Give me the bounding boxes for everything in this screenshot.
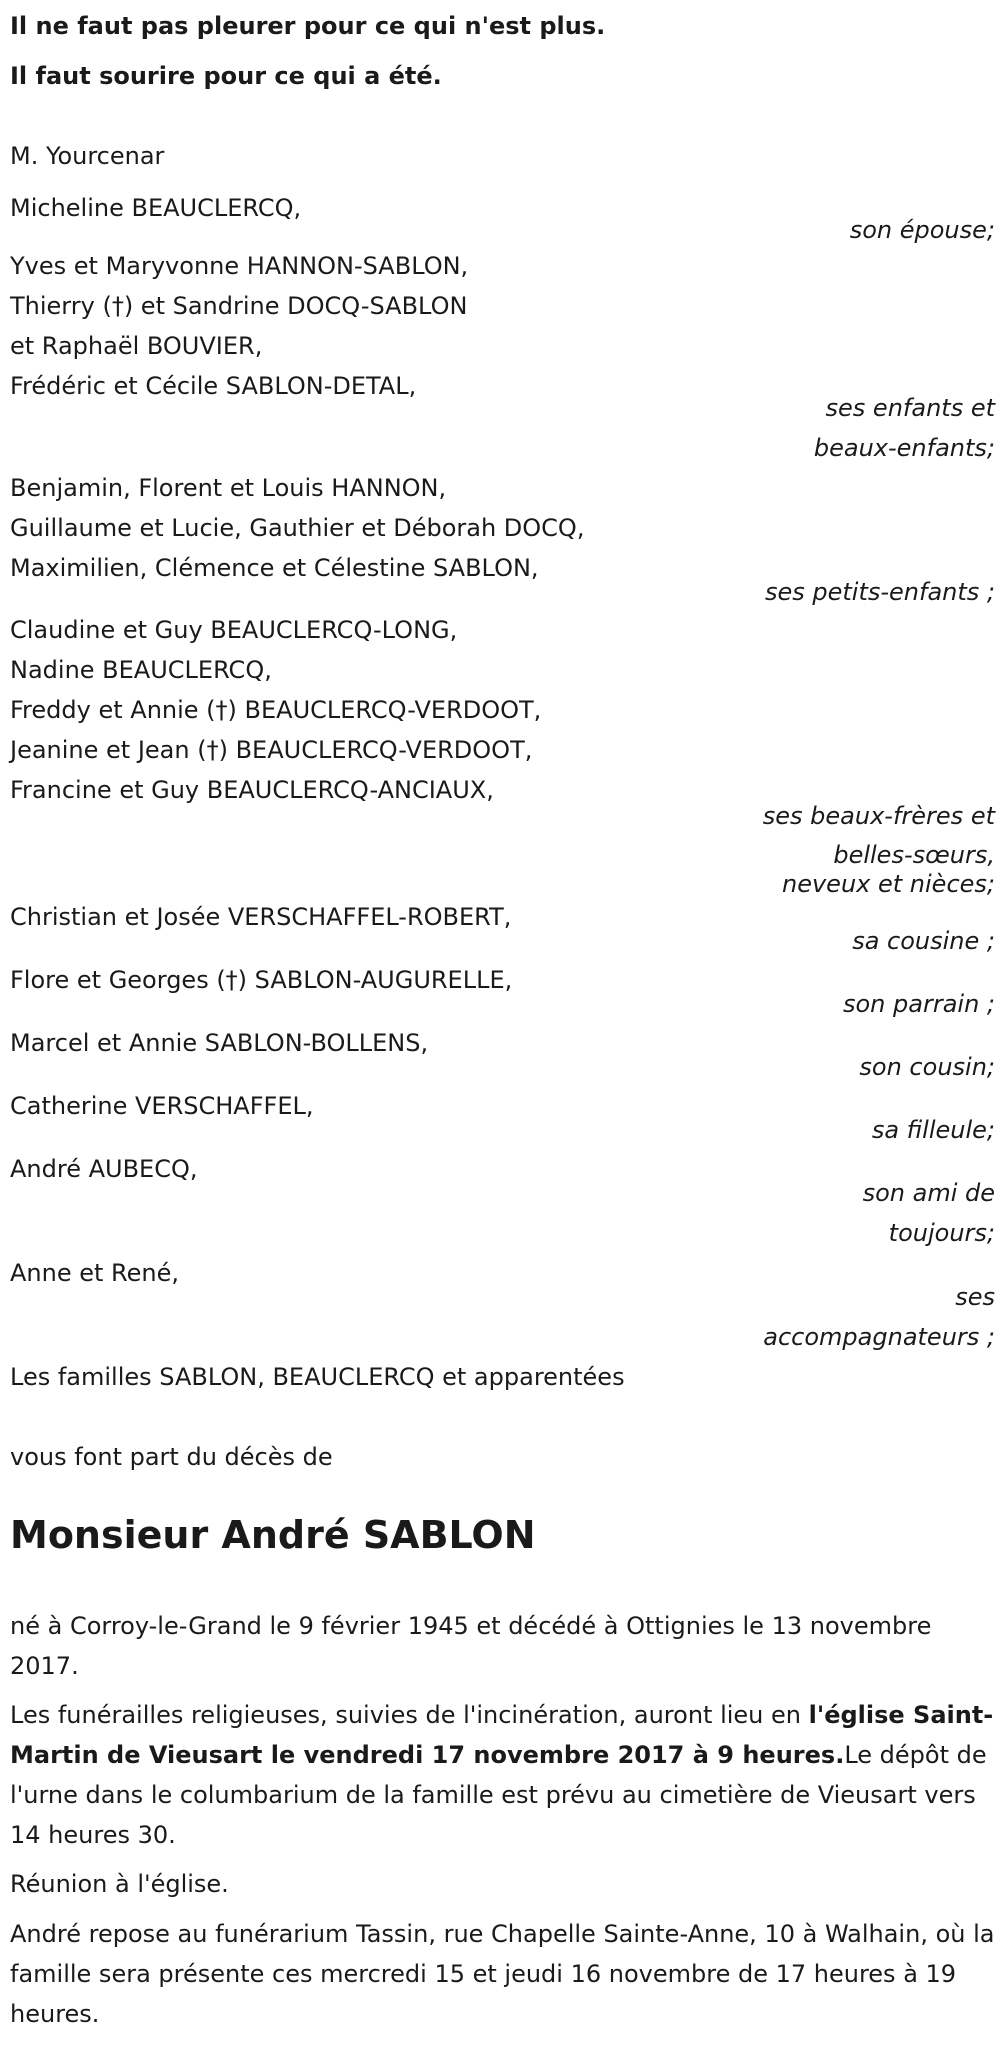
- family-role-line: neveux et nièces;: [782, 870, 995, 898]
- deceased-name: Monsieur André SABLON: [10, 1513, 536, 1557]
- family-group-spouse: [10, 188, 995, 248]
- family-name-line: André AUBECQ,: [10, 1155, 198, 1183]
- family-role-line: toujours;: [888, 1219, 995, 1247]
- family-group-friend: [10, 1149, 995, 1249]
- family-name-line: Benjamin, Florent et Louis HANNON,: [10, 474, 447, 502]
- family-group-relatives: [10, 1357, 995, 1397]
- family-role: [765, 572, 995, 612]
- family-role: [814, 388, 995, 468]
- family-role-line: son parrain ;: [842, 990, 995, 1018]
- family-name-line: Thierry (†) et Sandrine DOCQ-SABLON: [10, 292, 468, 320]
- announcement-text: vous font part du décès de: [10, 1443, 333, 1471]
- birth-death-paragraph: né à Corroy-le-Grand le 9 février 1945 et décédé à Ottignies le 13 novembre 2017.: [10, 1612, 932, 1680]
- family-role: [872, 1110, 995, 1150]
- family-role-line: son épouse;: [849, 216, 995, 244]
- family-name-line: et Raphaël BOUVIER,: [10, 332, 263, 360]
- visitation-paragraph: André repose au funérarium Tassin, rue Chapelle Sainte-Anne, 10 à Walhain, où la famille sera présente ces mercredi 15 et jeudi 16 novembre de 17 heures à 19 heures.: [10, 1920, 995, 2028]
- family-role: [763, 1277, 995, 1357]
- quote-line-1: Il ne faut pas pleurer pour ce qui n'est plus.: [10, 12, 606, 40]
- family-name-line: Guillaume et Lucie, Gauthier et Déborah DOCQ,: [10, 514, 585, 542]
- family-name-line: Anne et René,: [10, 1259, 180, 1287]
- family-role: [850, 210, 995, 250]
- family-name-line: Nadine BEAUCLERCQ,: [10, 656, 272, 684]
- family-name-line: Marcel et Annie SABLON-BOLLENS,: [10, 1029, 429, 1057]
- family-role-line: ses: [955, 1283, 995, 1311]
- family-group-children: [10, 246, 995, 466]
- family-name-line: Micheline BEAUCLERCQ,: [10, 194, 302, 222]
- family-name-line: Francine et Guy BEAUCLERCQ-ANCIAUX,: [10, 776, 494, 804]
- family-role-line: ses beaux-frères et: [762, 802, 995, 830]
- family-name-line: Catherine VERSCHAFFEL,: [10, 1092, 314, 1120]
- family-name-line: Yves et Maryvonne HANNON-SABLON,: [10, 252, 469, 280]
- funeral-highlight: l'église Saint-Martin de Vieusart le vendredi 17 novembre 2017 à 9 heures.: [10, 1701, 994, 1769]
- family-role-line: beaux-enfants;: [813, 434, 995, 462]
- family-group-grandchildren: [10, 468, 995, 608]
- family-name-line: Claudine et Guy BEAUCLERCQ-LONG,: [10, 616, 458, 644]
- family-name-line: Flore et Georges (†) SABLON-AUGURELLE,: [10, 966, 513, 994]
- family-role: [863, 1173, 995, 1253]
- family-role-line: son cousin;: [859, 1053, 995, 1081]
- family-role-line: sa cousine ;: [852, 927, 995, 955]
- family-name-line: Christian et Josée VERSCHAFFEL-ROBERT,: [10, 903, 512, 931]
- family-role-line: accompagnateurs ;: [763, 1323, 995, 1351]
- family-role: [859, 1047, 995, 1087]
- family-name-line: Maximilien, Clémence et Célestine SABLON,: [10, 554, 539, 582]
- family-role-line: ses petits-enfants ;: [764, 578, 995, 606]
- family-group-companions: [10, 1253, 995, 1353]
- family-role-line: belles-sœurs,: [833, 841, 995, 869]
- family-role-line: son ami de: [862, 1179, 995, 1207]
- funeral-paragraph: [10, 1695, 995, 1855]
- family-name-line: Frédéric et Cécile SABLON-DETAL,: [10, 372, 417, 400]
- family-name-line: Freddy et Annie (†) BEAUCLERCQ-VERDOOT,: [10, 696, 542, 724]
- family-role-line: ses enfants et: [825, 394, 995, 422]
- family-group-godfather: [10, 960, 995, 1020]
- family-group-in-laws: [10, 610, 995, 898]
- family-group-cousin-m: [10, 1023, 995, 1083]
- funeral-intro: Les funérailles religieuses, suivies de l'incinération, auront lieu en: [10, 1701, 809, 1729]
- reunion-paragraph: Réunion à l'église.: [10, 1870, 229, 1898]
- family-name-line: Les familles SABLON, BEAUCLERCQ et apparentées: [10, 1363, 625, 1391]
- family-role: [843, 984, 995, 1024]
- family-name-line: Jeanine et Jean (†) BEAUCLERCQ-VERDOOT,: [10, 736, 533, 764]
- family-group-goddaughter: [10, 1086, 995, 1146]
- funeral-rest: Le dépôt de l'urne dans le columbarium de la famille est prévu au cimetière de Vieusart vers 14 heures 30.: [10, 1741, 987, 1849]
- quote-line-2: Il faut sourire pour ce qui a été.: [10, 62, 442, 90]
- family-role-line: sa filleule;: [871, 1116, 995, 1144]
- family-role: [762, 796, 995, 898]
- family-group-cousin-f: [10, 897, 995, 957]
- family-role: [852, 921, 995, 961]
- quote-author: M. Yourcenar: [10, 142, 165, 170]
